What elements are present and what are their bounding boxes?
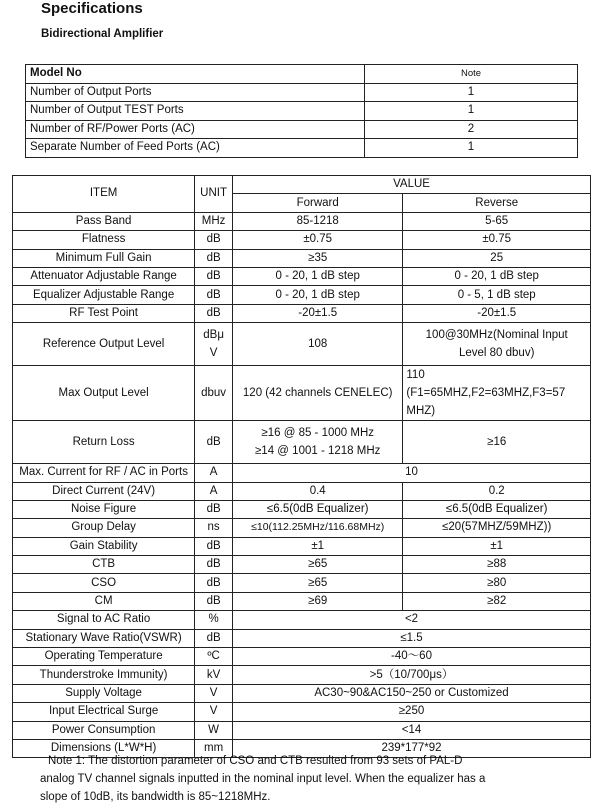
unit-cell: dB [195, 304, 233, 322]
table-row [26, 102, 578, 121]
item-cell: Equalizer Adjustable Range [13, 286, 195, 304]
unit-line: V [209, 347, 218, 360]
table-row [13, 648, 591, 666]
reverse-cell: ≤6.5(0dB Equalizer) [403, 500, 591, 518]
model-value: 2 [365, 120, 578, 139]
section-subtitle: Bidirectional Amplifier [41, 28, 164, 40]
reverse-line: MHZ) [406, 405, 436, 418]
unit-cell: dB [195, 249, 233, 267]
item-cell: Direct Current (24V) [13, 482, 195, 500]
table-row [13, 721, 591, 739]
reverse-cell: ≥82 [403, 592, 591, 610]
forward-cell: ≤10(112.25MHz/116.68MHz) [233, 519, 403, 537]
header-reverse: Reverse [403, 194, 591, 212]
unit-cell: dB [195, 556, 233, 574]
item-cell: Operating Temperature [13, 648, 195, 666]
reverse-cell: 25 [403, 249, 591, 267]
footnote-line: analog TV channel signals inputted in the nominal input level. When the equalizer has a [40, 773, 486, 785]
forward-cell: -20±1.5 [233, 304, 403, 322]
model-table [25, 64, 578, 158]
unit-cell: dB [195, 286, 233, 304]
item-cell: Dimensions (L*W*H) [13, 739, 195, 757]
item-cell: CTB [13, 556, 195, 574]
item-cell: Stationary Wave Ratio(VSWR) [13, 629, 195, 647]
model-label: Separate Number of Feed Ports (AC) [26, 139, 365, 158]
table-row [26, 120, 578, 139]
header-item: ITEM [13, 176, 195, 213]
model-value: 1 [365, 83, 578, 102]
item-cell: Power Consumption [13, 721, 195, 739]
value-cell: 239*177*92 [233, 739, 591, 757]
table-row [13, 231, 591, 249]
model-value: Note [365, 65, 578, 84]
forward-cell: ≤6.5(0dB Equalizer) [233, 500, 403, 518]
unit-cell: ns [195, 519, 233, 537]
value-cell: <14 [233, 721, 591, 739]
unit-cell: A [195, 482, 233, 500]
header-unit: UNIT [195, 176, 233, 213]
header-row [13, 176, 591, 194]
item-cell: Flatness [13, 231, 195, 249]
header-forward: Forward [233, 194, 403, 212]
spec-table [12, 175, 591, 758]
table-row [13, 304, 591, 322]
forward-line: ≥16 @ 85 - 1000 MHz [261, 427, 374, 440]
table-row [13, 212, 591, 230]
reverse-cell [403, 366, 591, 421]
table-row [13, 421, 591, 464]
model-value: 1 [365, 139, 578, 158]
reverse-cell: ≤20(57MHZ/59MHZ)) [403, 519, 591, 537]
reverse-line: Level 80 dbuv) [458, 347, 535, 360]
reverse-cell: ≥88 [403, 556, 591, 574]
item-cell: Max Output Level [13, 366, 195, 421]
unit-cell: dB [195, 629, 233, 647]
model-label: Number of Output Ports [26, 83, 365, 102]
table-row [13, 500, 591, 518]
reverse-cell: ≥16 [403, 421, 591, 464]
value-cell: ≥250 [233, 703, 591, 721]
footnote-line: slope of 10dB, its bandwidth is 85~1218MHz. [40, 791, 271, 803]
item-cell: RF Test Point [13, 304, 195, 322]
forward-cell [233, 421, 403, 464]
reverse-line: 110 [406, 369, 425, 382]
table-row [13, 574, 591, 592]
model-label: Model No [26, 65, 365, 84]
forward-cell: ±1 [233, 537, 403, 555]
reverse-cell: 0 - 20, 1 dB step [403, 267, 591, 285]
value-cell: -40～60 [233, 648, 591, 666]
table-row [13, 556, 591, 574]
item-cell: Noise Figure [13, 500, 195, 518]
unit-cell: dB [195, 574, 233, 592]
footnote-line: Note 1: The distortion parameter of CSO and CTB resulted from 93 sets of PAL-D [48, 755, 463, 767]
item-cell: Supply Voltage [13, 684, 195, 702]
item-cell: Signal to AC Ratio [13, 611, 195, 629]
reverse-line: (F1=65MHZ,F2=63MHZ,F3=57 [406, 387, 566, 400]
forward-cell: 0 - 20, 1 dB step [233, 286, 403, 304]
unit-cell: dbuv [195, 366, 233, 421]
table-row [13, 267, 591, 285]
unit-cell: ºC [195, 648, 233, 666]
forward-cell: ≥65 [233, 556, 403, 574]
item-cell: Group Delay [13, 519, 195, 537]
forward-cell: ±0.75 [233, 231, 403, 249]
reverse-line: 100@30MHz(Nominal Input [425, 329, 568, 342]
value-cell: AC30~90&AC150~250 or Customized [233, 684, 591, 702]
unit-cell: dB [195, 231, 233, 249]
unit-cell: dB [195, 592, 233, 610]
value-cell: <2 [233, 611, 591, 629]
table-row [13, 323, 591, 366]
unit-cell: dB [195, 267, 233, 285]
table-row [13, 684, 591, 702]
reverse-cell: -20±1.5 [403, 304, 591, 322]
unit-cell: mm [195, 739, 233, 757]
reverse-cell: ±1 [403, 537, 591, 555]
table-row [13, 482, 591, 500]
forward-cell: 0.4 [233, 482, 403, 500]
unit-cell: dB [195, 500, 233, 518]
forward-cell: ≥35 [233, 249, 403, 267]
model-label: Number of RF/Power Ports (AC) [26, 120, 365, 139]
header-value: VALUE [233, 176, 591, 194]
table-row [13, 249, 591, 267]
unit-cell: dB [195, 421, 233, 464]
item-cell: Return Loss [13, 421, 195, 464]
footnote [40, 752, 560, 806]
item-cell: Input Electrical Surge [13, 703, 195, 721]
unit-cell: W [195, 721, 233, 739]
reverse-cell: 5-65 [403, 212, 591, 230]
table-row [26, 139, 578, 158]
item-cell: CM [13, 592, 195, 610]
item-cell: Attenuator Adjustable Range [13, 267, 195, 285]
item-cell: Gain Stability [13, 537, 195, 555]
table-row [13, 611, 591, 629]
table-row [13, 666, 591, 684]
forward-cell: ≥65 [233, 574, 403, 592]
unit-line: dBμ [203, 329, 224, 342]
item-cell: Thunderstroke Immunity) [13, 666, 195, 684]
table-row [13, 592, 591, 610]
unit-cell: A [195, 464, 233, 482]
table-row [13, 703, 591, 721]
forward-cell: 120 (42 channels CENELEC) [233, 366, 403, 421]
page-title: Specifications [41, 0, 143, 17]
model-label: Number of Output TEST Ports [26, 102, 365, 121]
unit-cell: dB [195, 537, 233, 555]
table-row [13, 366, 591, 421]
table-row [13, 519, 591, 537]
unit-cell: MHz [195, 212, 233, 230]
forward-cell: 85-1218 [233, 212, 403, 230]
table-row [13, 537, 591, 555]
forward-cell: 108 [233, 323, 403, 366]
item-cell: Reference Output Level [13, 323, 195, 366]
item-cell: Max. Current for RF / AC in Ports [13, 464, 195, 482]
forward-cell: ≥69 [233, 592, 403, 610]
value-cell: ≤1.5 [233, 629, 591, 647]
unit-cell: V [195, 684, 233, 702]
reverse-cell: 0.2 [403, 482, 591, 500]
forward-cell: 0 - 20, 1 dB step [233, 267, 403, 285]
table-row [26, 65, 578, 84]
table-row [26, 83, 578, 102]
forward-line: ≥14 @ 1001 - 1218 MHz [255, 445, 381, 458]
unit-cell: V [195, 703, 233, 721]
item-cell: CSO [13, 574, 195, 592]
table-row [13, 629, 591, 647]
reverse-cell: ±0.75 [403, 231, 591, 249]
unit-cell [195, 323, 233, 366]
reverse-cell: ≥80 [403, 574, 591, 592]
reverse-cell: 0 - 5, 1 dB step [403, 286, 591, 304]
table-row [13, 464, 591, 482]
model-value: 1 [365, 102, 578, 121]
table-row [13, 286, 591, 304]
item-cell: Pass Band [13, 212, 195, 230]
item-cell: Minimum Full Gain [13, 249, 195, 267]
reverse-cell [403, 323, 591, 366]
unit-cell: % [195, 611, 233, 629]
value-cell: 10 [233, 464, 591, 482]
value-cell: >5（10/700μs） [233, 666, 591, 684]
unit-cell: kV [195, 666, 233, 684]
